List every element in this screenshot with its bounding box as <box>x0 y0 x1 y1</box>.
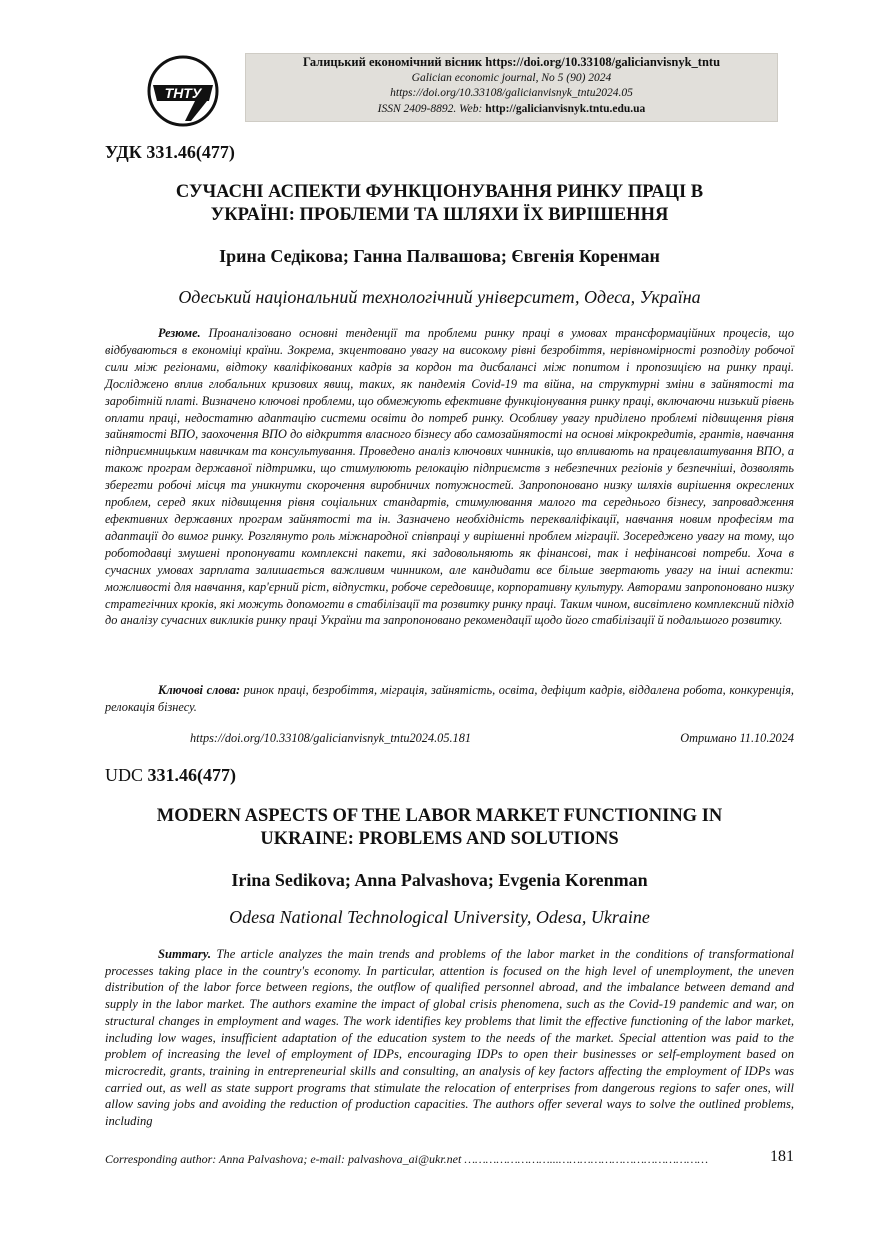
udc-label: UDC <box>105 765 144 785</box>
abstract-text: Проаналізовано основні тенденції та проблеми ринку праці в умовах трансформаційних процесів, що відбуваються в економіці країни. Зокрема, зкцентовано увагу на високому рівні безробіття, нерівномірності розподілу робочої сили між регіонами, відтоку кваліфікованих кадрів за кордон та дисбалансі між попитом і пропозицією на ринку праці. Досліджено вплив глобальних кризових явищ, таких, як пандемія Covid-19 та війна, на структурні зміни в зайнятості та заробітній платі. Визначено ключові проблеми, що обмежують ефективне функціонування ринку праці, включаючи низький рівень оплати праці, недостатню адаптацію системи освіти до потреб ринку. Особливу увагу приділено проблемі підвищення рівня зайнятості ВПО, заохочення ВПО до відкриття власного бізнесу або самозайнятості на основі мікрокредитів, грантів, навчання підприємницьким навичкам та консультування. Проведено аналіз ключових чинників, що впливають на працевлаштування ВПО, а також програм державної підтримки, що стимулюють релокацію підприємств з небезпечних регіонів у безпечніші, дозволять зберегти робочі місця та уникнути скорочення виробничих потужностей. Запропоновано низку шляхів вирішення окреслених проблем, серед яких підвищення рівня соціальних стандартів, стимулювання малого та середнього бізнесу, запровадження ефективних державних програм зайнятості та ін. Зазначено необхідність перекваліфікації, навчання новим професіям та адаптації до вимог ринку. Розглянуто роль міжнародної співпраці у вирішенні проблем міграції. Зосереджено увагу на тому, що роботодавці змушені пропонувати комплексні пакети, які задовольняють як фінансові, так і нефінансові потреби. Хоча в сучасних умовах зарплата залишається важливим чинником, але кандидати все більше звертають увагу на інші аспекти: можливості для навчання, кар'єрний ріст, відпустки, робоче середовище, корпоративну культуру. Авторами запропоновано низку стратегічних кроків, які можуть допомогти в стабілізації та розвитку ринку праці. Таким чином, висвітлено комплексний підхід до аналізу сучасних викликів ринку праці України та запропоновано рекомендації щодо його стабілізації й подальшого розвитку. <box>105 326 794 628</box>
affiliation-en: Odesa National Technological University, Odesa, Ukraine <box>229 907 650 927</box>
affiliation-ua: Одеський національний технологічний університет, Одеса, Україна <box>178 287 701 307</box>
article-doi-link[interactable]: https://doi.org/10.33108/galicianvisnyk_tntu2024.05.181 <box>190 731 471 745</box>
abstract-ua <box>105 325 794 629</box>
keywords-ua <box>105 682 794 716</box>
logo-text: ТНТУ <box>164 85 202 101</box>
issn-text: ISSN 2409-8892. Web: <box>377 102 486 115</box>
title-en-line-2: UKRAINE: PROBLEMS AND SOLUTIONS <box>260 829 619 849</box>
summary-label: Summary. <box>158 947 212 961</box>
page-number: 181 <box>770 1148 794 1165</box>
journal-doi-line: https://doi.org/10.33108/galicianvisnyk_tntu2024.05 <box>390 87 633 99</box>
title-en-line-1: MODERN ASPECTS OF THE LABOR MARKET FUNCTIONING IN <box>156 806 723 826</box>
journal-title-line: Галицький економічний вісник https://doi.org/10.33108/galicianvisnyk_tntu <box>302 55 721 69</box>
journal-header <box>245 53 778 122</box>
title-ua-line-2: УКРАЇНІ: ПРОБЛЕМИ ТА ШЛЯХИ ЇХ ВИРІШЕННЯ <box>210 205 669 225</box>
udc-number: 331.46(477) <box>147 765 237 785</box>
authors-en: Irina Sedikova; Anna Palvashova; Evgenia Korenman <box>231 870 648 890</box>
journal-issn-line <box>246 102 777 118</box>
journal-issue-line: Galician economic journal, No 5 (90) 2024 <box>411 71 612 84</box>
abstract-label: Резюме. <box>158 326 201 340</box>
summary-text: The article analyzes the main trends and problems of the labor market in the conditions of transformational processes taking place in the country's economy. In particular, attention is focused on the high level of unemployment, the uneven distribution of the labor force between regions, the outflow of qualified personnel abroad, and the imbalance between demand and supply in the labor market. The authors examine the impact of global crisis phenomena, such as the Covid-19 pandemic and war, on structural changes in employment and wages. The work identifies key problems that limit the effective functioning of the labor market, including low wages, insufficient adaptation of the education system to the needs of the market. Special attention was paid to the problem of increasing the level of employment of IDPs, encouraging IDPs to open their businesses or self-employment based on microcredit, grants, training in entrepreneurial skills and consulting, an analysis of key factors affecting the employment of IDPs was carried out, as well as state support programs that stimulate the relocation of enterprises from dangerous regions to safer ones, will allow saving jobs and avoiding the reduction of production capacities. The authors offer several ways to solve the outlined problems, including <box>105 947 794 1129</box>
authors-ua: Ірина Седікова; Ганна Палвашова; Євгенія Коренман <box>219 246 660 266</box>
udc-code <box>105 765 236 786</box>
keywords-label: Ключові слова: <box>158 683 241 697</box>
article-title-ua <box>105 181 774 227</box>
udk-code: УДК 331.46(477) <box>105 142 235 162</box>
journal-website-link[interactable]: http://galicianvisnyk.tntu.edu.ua <box>485 102 646 115</box>
page-footer <box>105 1148 794 1167</box>
summary-en <box>105 946 794 1130</box>
corresponding-author: Corresponding author: Anna Palvashova; e-mail: palvashova_ai@ukr.net ……………………...…………………………………… <box>105 1152 709 1166</box>
article-title-en <box>105 805 774 851</box>
title-ua-line-1: СУЧАСНІ АСПЕКТИ ФУНКЦІОНУВАННЯ РИНКУ ПРАЦІ В <box>175 182 704 202</box>
keywords-text: ринок праці, безробіття, міграція, зайнятість, освіта, дефіцит кадрів, віддалена робота, конкуренція, релокація бізнесу. <box>105 683 795 714</box>
tntu-logo <box>147 55 219 127</box>
doi-received-line <box>190 731 794 746</box>
received-date: Отримано 11.10.2024 <box>680 731 794 745</box>
